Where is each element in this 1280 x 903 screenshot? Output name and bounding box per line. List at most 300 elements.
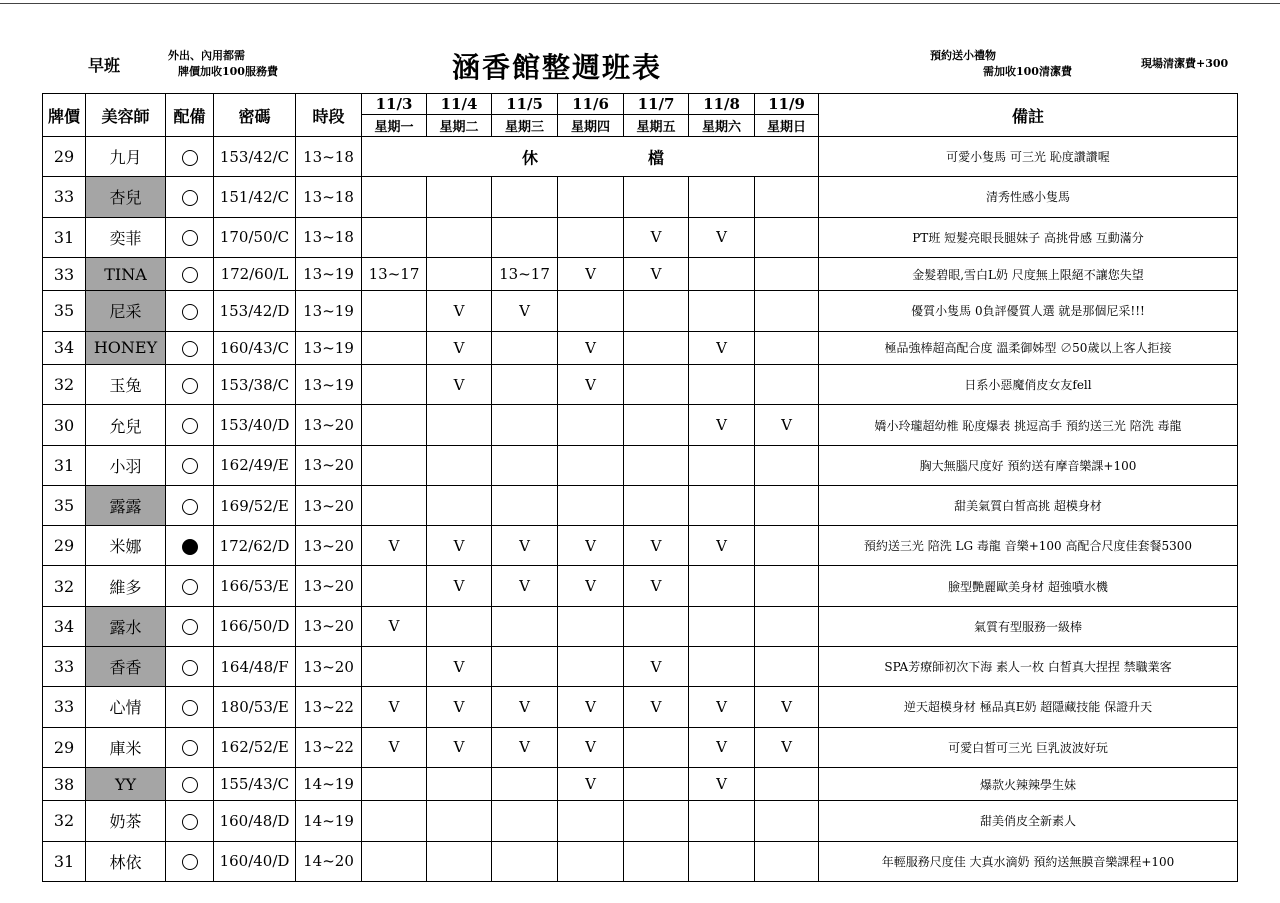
price-cell: 29 [43,526,86,566]
empty-circle-icon [182,499,198,515]
weekday-header: 星期三 [492,115,558,137]
day-cell [492,606,558,646]
password-cell: 166/53/E [214,566,296,606]
price-cell: 30 [43,405,86,445]
date-header: 11/7 [624,94,689,115]
col-header-price: 牌價 [43,94,86,137]
gift-note-line2: 需加收100清潔費 [983,65,1072,78]
day-cell [624,445,689,485]
day-cell [755,217,819,257]
period-cell: 13~18 [296,177,362,217]
day-cell [362,767,427,801]
beautician-name: 香香 [86,647,166,687]
equip-cell [166,647,214,687]
day-cell: V [689,727,755,767]
day-cell [427,606,492,646]
password-cell: 160/48/D [214,801,296,841]
day-cell [755,485,819,525]
day-cell [362,177,427,217]
price-cell: 33 [43,257,86,291]
empty-circle-icon [182,418,198,434]
day-cell [492,767,558,801]
equip-cell [166,257,214,291]
rest-merged-cell [362,137,819,177]
cleaning-fee-note: 現場清潔費+300 [1141,57,1229,70]
table-row [43,405,1238,445]
day-cell [362,217,427,257]
equip-cell [166,526,214,566]
empty-circle-icon [182,777,198,793]
beautician-name: HONEY [86,331,166,365]
service-fee-note-line1: 外出、內用都需 [168,49,245,62]
day-cell: V [492,566,558,606]
beautician-name: 庫米 [86,727,166,767]
note-cell: 年輕服務尺度佳 大真水滴奶 預約送無膜音樂課程+100 [819,841,1238,881]
day-cell [427,257,492,291]
empty-circle-icon [182,341,198,357]
beautician-name: TINA [86,257,166,291]
day-cell [689,257,755,291]
day-cell [558,217,624,257]
password-cell: 169/52/E [214,485,296,525]
price-cell: 31 [43,217,86,257]
day-cell [689,177,755,217]
day-cell [755,566,819,606]
table-row [43,526,1238,566]
price-cell: 33 [43,177,86,217]
password-cell: 172/60/L [214,257,296,291]
table-row [43,485,1238,525]
day-cell [689,566,755,606]
beautician-name: 九月 [86,137,166,177]
note-cell: 爆款火辣辣學生妹 [819,767,1238,801]
date-header: 11/3 [362,94,427,115]
day-cell: V [624,687,689,727]
empty-circle-icon [182,230,198,246]
table-row [43,137,1238,177]
empty-circle-icon [182,579,198,595]
day-cell: V [362,687,427,727]
day-cell: V [689,217,755,257]
day-cell: V [558,727,624,767]
day-cell: V [689,687,755,727]
beautician-name: 露水 [86,606,166,646]
day-cell: V [558,365,624,405]
day-cell [362,647,427,687]
note-cell: 優質小隻馬 0負評優質人選 就是那個尼采!!! [819,291,1238,331]
equip-cell [166,137,214,177]
beautician-name: 林依 [86,841,166,881]
empty-circle-icon [182,619,198,635]
price-cell: 35 [43,485,86,525]
day-cell [427,485,492,525]
day-cell [362,291,427,331]
price-cell: 34 [43,606,86,646]
top-rule [0,3,1280,4]
beautician-name: 奕菲 [86,217,166,257]
weekday-header: 星期一 [362,115,427,137]
day-cell [755,647,819,687]
day-cell: V [755,727,819,767]
day-cell [755,526,819,566]
beautician-name: 奶茶 [86,801,166,841]
beautician-name: 杏兒 [86,177,166,217]
day-cell [624,331,689,365]
note-cell: 甜美俏皮全新素人 [819,801,1238,841]
day-cell: V [492,526,558,566]
day-cell: V [427,365,492,405]
day-cell [362,405,427,445]
table-row [43,365,1238,405]
date-header: 11/8 [689,94,755,115]
day-cell [558,445,624,485]
note-cell: 可愛白皙可三光 巨乳波波好玩 [819,727,1238,767]
day-cell [362,331,427,365]
password-cell: 170/50/C [214,217,296,257]
day-cell: V [624,257,689,291]
period-cell: 13~19 [296,365,362,405]
day-cell [755,291,819,331]
price-cell: 29 [43,727,86,767]
password-cell: 155/43/C [214,767,296,801]
day-cell [362,841,427,881]
day-cell [755,365,819,405]
weekday-header: 星期二 [427,115,492,137]
empty-circle-icon [182,700,198,716]
table-row [43,727,1238,767]
day-cell [689,291,755,331]
table-row [43,566,1238,606]
day-cell: V [427,291,492,331]
price-cell: 33 [43,647,86,687]
equip-cell [166,566,214,606]
day-cell [755,606,819,646]
weekday-header: 星期五 [624,115,689,137]
day-cell [558,801,624,841]
table-row [43,841,1238,881]
period-cell: 14~20 [296,841,362,881]
day-cell [689,485,755,525]
note-cell: 預約送三光 陪洗 LG 毒龍 音樂+100 高配合尺度佳套餐5300 [819,526,1238,566]
service-fee-note-line2: 牌價加收100服務費 [178,65,278,78]
period-cell: 13~20 [296,405,362,445]
empty-circle-icon [182,814,198,830]
price-cell: 34 [43,331,86,365]
day-cell: V [689,767,755,801]
day-cell [689,365,755,405]
table-row [43,217,1238,257]
day-cell [427,405,492,445]
date-header: 11/9 [755,94,819,115]
day-cell [755,801,819,841]
day-cell: V [427,647,492,687]
day-cell: V [755,405,819,445]
day-cell [624,291,689,331]
day-cell: V [624,647,689,687]
empty-circle-icon [182,378,198,394]
day-cell: V [624,566,689,606]
day-cell: V [689,526,755,566]
empty-circle-icon [182,458,198,474]
period-cell: 13~22 [296,687,362,727]
day-cell [427,767,492,801]
period-cell: 13~19 [296,291,362,331]
day-cell [492,177,558,217]
rest-label: 休 [522,148,539,168]
beautician-name: 玉兔 [86,365,166,405]
beautician-name: 尼采 [86,291,166,331]
equip-cell [166,365,214,405]
date-header: 11/6 [558,94,624,115]
note-cell: 金髮碧眼,雪白L奶 尺度無上限絕不讓您失望 [819,257,1238,291]
day-cell [624,177,689,217]
password-cell: 153/40/D [214,405,296,445]
day-cell: V [558,767,624,801]
day-cell [755,331,819,365]
beautician-name: YY [86,767,166,801]
note-cell: 臉型艷麗歐美身材 超強噴水機 [819,566,1238,606]
password-cell: 160/40/D [214,841,296,881]
beautician-name: 心情 [86,687,166,727]
password-cell: 153/42/D [214,291,296,331]
gift-note-line1: 預約送小禮物 [930,49,996,62]
equip-cell [166,767,214,801]
day-cell [689,445,755,485]
day-cell: V [362,606,427,646]
password-cell: 172/62/D [214,526,296,566]
filled-circle-icon [182,539,198,555]
schedule-table [42,93,1238,882]
day-cell [427,801,492,841]
day-cell [755,445,819,485]
table-row [43,331,1238,365]
password-cell: 164/48/F [214,647,296,687]
day-cell [362,445,427,485]
note-cell: 逆天超模身材 極品真E奶 超隱藏技能 保證升天 [819,687,1238,727]
table-row [43,257,1238,291]
note-cell: 極品強棒超高配合度 溫柔御姊型 ∅50歲以上客人拒接 [819,331,1238,365]
day-cell [558,647,624,687]
period-cell: 13~18 [296,137,362,177]
price-cell: 32 [43,566,86,606]
table-row [43,177,1238,217]
schedule-body [43,137,1238,882]
price-cell: 32 [43,365,86,405]
password-cell: 160/43/C [214,331,296,365]
day-cell [558,485,624,525]
col-header-notes: 備註 [819,94,1238,137]
table-row [43,767,1238,801]
equip-cell [166,841,214,881]
shift-label: 早班 [88,56,121,75]
password-cell: 162/52/E [214,727,296,767]
equip-cell [166,217,214,257]
price-cell: 33 [43,687,86,727]
period-cell: 13~20 [296,566,362,606]
day-cell [689,606,755,646]
day-cell: 13~17 [492,257,558,291]
beautician-name: 露露 [86,485,166,525]
day-cell [755,767,819,801]
period-cell: 13~20 [296,445,362,485]
day-cell [492,217,558,257]
day-cell [427,217,492,257]
period-cell: 13~22 [296,727,362,767]
password-cell: 166/50/D [214,606,296,646]
day-cell: V [558,526,624,566]
day-cell [492,331,558,365]
day-cell [427,177,492,217]
period-cell: 13~20 [296,526,362,566]
empty-circle-icon [182,267,198,283]
table-row [43,291,1238,331]
day-cell [624,801,689,841]
header-row-dates [43,94,1238,115]
day-cell [492,841,558,881]
note-cell: SPA芳療師初次下海 素人一枚 白皙真大捏捏 禁職業客 [819,647,1238,687]
day-cell: V [558,257,624,291]
equip-cell [166,445,214,485]
period-cell: 14~19 [296,767,362,801]
day-cell [689,841,755,881]
day-cell [624,606,689,646]
day-cell [624,485,689,525]
day-cell [755,257,819,291]
day-cell [689,647,755,687]
password-cell: 151/42/C [214,177,296,217]
table-row [43,445,1238,485]
day-cell [558,606,624,646]
password-cell: 162/49/E [214,445,296,485]
day-cell: V [624,217,689,257]
day-cell [558,291,624,331]
day-cell [362,365,427,405]
note-cell: 嬌小玲瓏超幼椎 恥度爆表 挑逗高手 預約送三光 陪洗 毒龍 [819,405,1238,445]
col-header-password: 密碼 [214,94,296,137]
period-cell: 13~19 [296,331,362,365]
note-cell: 氣質有型服務一級棒 [819,606,1238,646]
equip-cell [166,331,214,365]
date-header: 11/5 [492,94,558,115]
col-header-period: 時段 [296,94,362,137]
note-cell: 清秀性感小隻馬 [819,177,1238,217]
day-cell [427,841,492,881]
col-header-equip: 配備 [166,94,214,137]
period-cell: 13~20 [296,647,362,687]
day-cell: 13~17 [362,257,427,291]
beautician-name: 小羽 [86,445,166,485]
equip-cell [166,687,214,727]
day-cell: V [558,566,624,606]
day-cell [492,801,558,841]
day-cell: V [492,687,558,727]
day-cell: V [492,291,558,331]
beautician-name: 允兒 [86,405,166,445]
price-cell: 31 [43,841,86,881]
day-cell [689,801,755,841]
equip-cell [166,485,214,525]
day-cell [492,405,558,445]
weekday-header: 星期日 [755,115,819,137]
day-cell [362,485,427,525]
password-cell: 153/38/C [214,365,296,405]
day-cell: V [427,331,492,365]
day-cell: V [624,526,689,566]
password-cell: 153/42/C [214,137,296,177]
table-row [43,606,1238,646]
equip-cell [166,291,214,331]
day-cell [558,177,624,217]
day-cell: V [492,727,558,767]
period-cell: 13~18 [296,217,362,257]
day-cell [362,801,427,841]
empty-circle-icon [182,150,198,166]
day-cell: V [755,687,819,727]
empty-circle-icon [182,304,198,320]
day-cell: V [689,331,755,365]
table-row [43,687,1238,727]
day-cell [624,767,689,801]
price-cell: 31 [43,445,86,485]
empty-circle-icon [182,190,198,206]
day-cell: V [427,526,492,566]
day-cell [492,445,558,485]
day-cell: V [362,727,427,767]
day-cell: V [427,727,492,767]
day-cell: V [558,331,624,365]
price-cell: 35 [43,291,86,331]
period-cell: 13~20 [296,485,362,525]
beautician-name: 米娜 [86,526,166,566]
day-cell: V [427,687,492,727]
equip-cell [166,801,214,841]
note-cell: PT班 短髮亮眼長腿妹子 高挑骨感 互動滿分 [819,217,1238,257]
file-label: 檔 [648,148,665,168]
equip-cell [166,405,214,445]
price-cell: 38 [43,767,86,801]
period-cell: 14~19 [296,801,362,841]
weekday-header: 星期四 [558,115,624,137]
day-cell [624,365,689,405]
equip-cell [166,177,214,217]
period-cell: 13~19 [296,257,362,291]
price-cell: 29 [43,137,86,177]
table-row [43,647,1238,687]
note-cell: 可愛小隻馬 可三光 恥度讚讚喔 [819,137,1238,177]
table-row [43,801,1238,841]
password-cell: 180/53/E [214,687,296,727]
day-cell [558,405,624,445]
date-header: 11/4 [427,94,492,115]
day-cell: V [689,405,755,445]
beautician-name: 維多 [86,566,166,606]
day-cell [624,405,689,445]
empty-circle-icon [182,740,198,756]
day-cell [427,445,492,485]
col-header-beautician: 美容師 [86,94,166,137]
weekday-header: 星期六 [689,115,755,137]
day-cell [492,647,558,687]
equip-cell [166,727,214,767]
note-cell: 甜美氣質白皙高挑 超模身材 [819,485,1238,525]
note-cell: 日系小惡魔俏皮女友fell [819,365,1238,405]
day-cell [492,485,558,525]
day-cell [624,841,689,881]
day-cell [624,727,689,767]
day-cell [492,365,558,405]
equip-cell [166,606,214,646]
price-cell: 32 [43,801,86,841]
